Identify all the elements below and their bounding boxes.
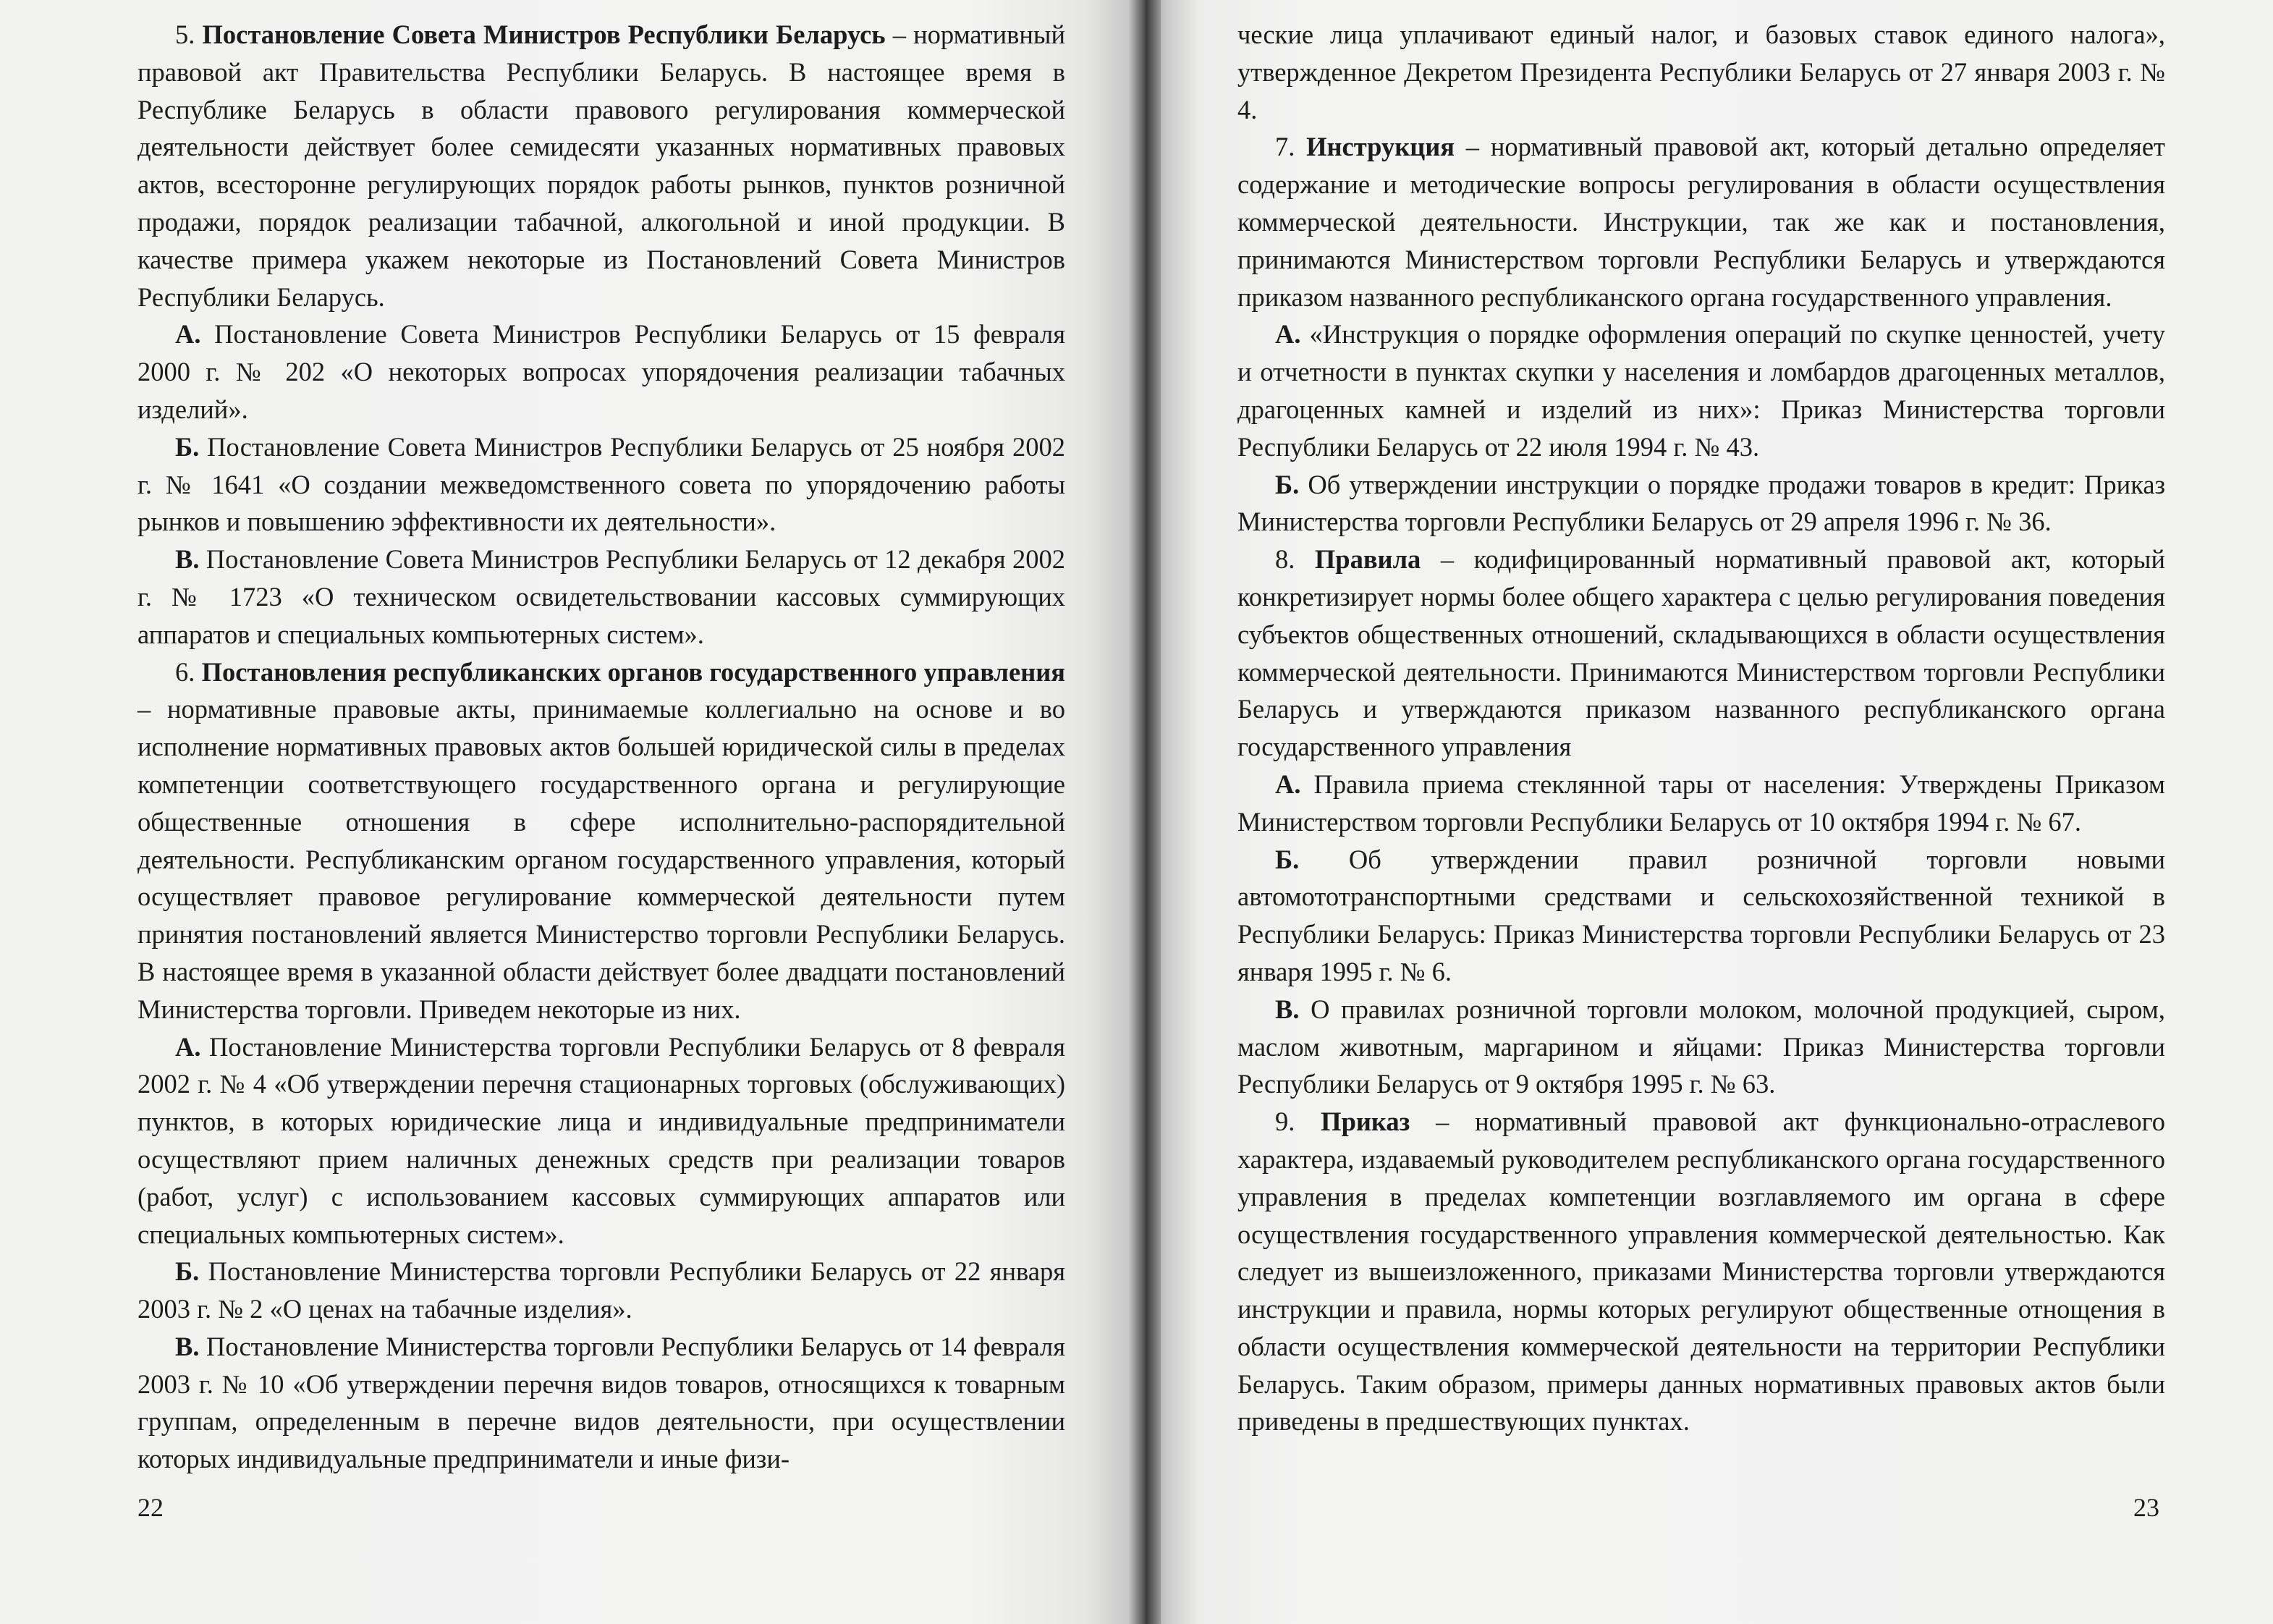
paragraph: 7. Инструкция – нормативный правовой акт, который детально определяет содержание и методические вопросы регулирования в области осуществления коммерческой деятельности. Инструкции, так же как и постановления, принимаются Министерством торговли Республики Беларусь и утверждаются приказом названного республиканского органа государственного управления. — [1237, 132, 2165, 312]
paragraph: А. Постановление Министерства торговли Республики Беларусь от 8 февраля 2002 г. № 4 «Об утверждении перечня стационарных торговых (обслуживающих) пунктов, в которых юридические лица и индивидуальные предприниматели осуществляют прием наличных денежных средств при реализации товаров (работ, услуг) с использованием кассовых суммирующих аппаратов или специальных компьютерных систем». — [137, 1031, 1065, 1249]
right-page — [1143, 0, 2273, 1624]
paragraph: Б. Об утверждении правил розничной торговли новыми автомототранспортными средствами и сельскохозяйственной техникой в Республики Беларусь: Приказ Министерства торговли Республики Беларусь от 23 января 1995 г. № 6. — [1237, 844, 2165, 986]
paragraph: 8. Правила – кодифицированный нормативный правовой акт, который конкретизирует нормы более общего характера с целью регулирования поведения субъектов общественных отношений, складывающихся в области осуществления коммерческой деятельности. Принимаются Министерством торговли Республики Беларусь и утверждаются приказом названного республиканского органа государственного управления — [1237, 544, 2165, 762]
right-page-text — [1237, 16, 2165, 1440]
paragraph: А. «Инструкция о порядке оформления операций по скупке ценностей, учету и отчетности в пунктах скупки у населения и ломбардов драгоценных металлов, драгоценных камней и изделий из них»: Приказ Министерства торговли Республики Беларусь от 22 июля 1994 г. № 43. — [1237, 319, 2165, 462]
paragraph: 9. Приказ – нормативный правовой акт функционально-отраслевого характера, издаваемый руководителем республиканского органа государственного управления в пределах компетенции возглавляемого им органа в сфере осуществления государственного управления коммерческой деятельностью. Как следует из вышеизложенного, приказами Министерства торговли утверждаются инструкции и правила, нормы которых регулируют общественные отнощения в области осуществления коммерческой деятельности на территории Республики Беларусь. Таким образом, примеры данных нормативных правовых актов были приведены в предшествующих пунктах. — [1237, 1107, 2165, 1437]
paragraph: 6. Постановления республиканских органов государственного управления – нормативные правовые акты, принимаемые коллегиально на основе и во исполнение нормативных правовых актов большей юридической силы в пределах компетенции соответствующего государственного органа и регулирующие общественные отношения в сфере исполнительно-распорядительной деятельности. Республиканским органом государственного управления, который осуществляет правовое регулирование коммерческой деятельности путем принятия постановлений является Министерство торговли Республики Беларусь. В настоящее время в указанной области действует более двадцати постановлений Министерства торговли. Приведем некоторые из них. — [137, 656, 1065, 1024]
paragraph: В. О правилах розничной торговли молоком, молочной продукцией, сыром, маслом животным, маргарином и яйцами: Приказ Министерства торговли Республики Беларусь от 9 октября 1995 г. № 63. — [1237, 994, 2165, 1099]
paragraph: В. Постановление Министерства торговли Республики Беларусь от 14 февраля 2003 г. № 10 «Об утверждении перечня видов товаров, относящихся к товарным группам, определенным в перечне видов деятельности, при осуществлении которых индивидуальные предприниматели и иные физи- — [137, 1331, 1065, 1474]
paragraph: Б. Об утверждении инструкции о порядке продажи товаров в кредит: Приказ Министерства торговли Республики Беларусь от 29 апреля 1996 г. № 36. — [1237, 469, 2165, 537]
page-number: 23 — [2133, 1493, 2159, 1522]
page-number: 22 — [137, 1493, 164, 1522]
paragraph: А. Постановление Совета Министров Республики Беларусь от 15 февраля 2000 г. № 202 «О некоторых вопросах упорядочения реализации табачных изделий». — [137, 319, 1065, 424]
book-gutter-shadow — [1129, 0, 1161, 1624]
paragraph: Б. Постановление Министерства торговли Республики Беларусь от 22 января 2003 г. № 2 «О ценах на табачные изделия». — [137, 1256, 1065, 1324]
paragraph: А. Правила приема стеклянной тары от населения: Утверждены Приказом Министерством торговли Республики Беларусь от 10 октября 1994 г. № 67. — [1237, 769, 2165, 837]
paragraph-continuation: ческие лица уплачивают единый налог, и базовых ставок единого налога», утвержденное Декретом Президента Республики Беларусь от 27 января 2003 г. № 4. — [1237, 20, 2165, 124]
paragraph: Б. Постановление Совета Министров Республики Беларусь от 25 ноября 2002 г. № 1641 «О создании межведомственного совета по упорядочению работы рынков и повышению эффективности их деятельности». — [137, 431, 1065, 537]
left-page-text — [137, 16, 1065, 1478]
paragraph: В. Постановление Совета Министров Республики Беларусь от 12 декабря 2002 г. № 1723 «О техническом освидетельствовании кассовых суммирующих аппаратов и специальных компьютерных систем». — [137, 544, 1065, 649]
paragraph: 5. Постановление Совета Министров Республики Беларусь – нормативный правовой акт Правительства Республики Беларусь. В настоящее время в Республике Беларусь в области правового регулирования коммерческой деятельности действует более семидесяти указанных нормативных правовых актов, всесторонне регулирующих порядок работы рынков, пунктов розничной продажи, порядок реализации табачной, алкогольной и иной продукции. В качестве примера укажем некоторые из Постановлений Совета Министров Республики Беларусь. — [137, 20, 1065, 312]
